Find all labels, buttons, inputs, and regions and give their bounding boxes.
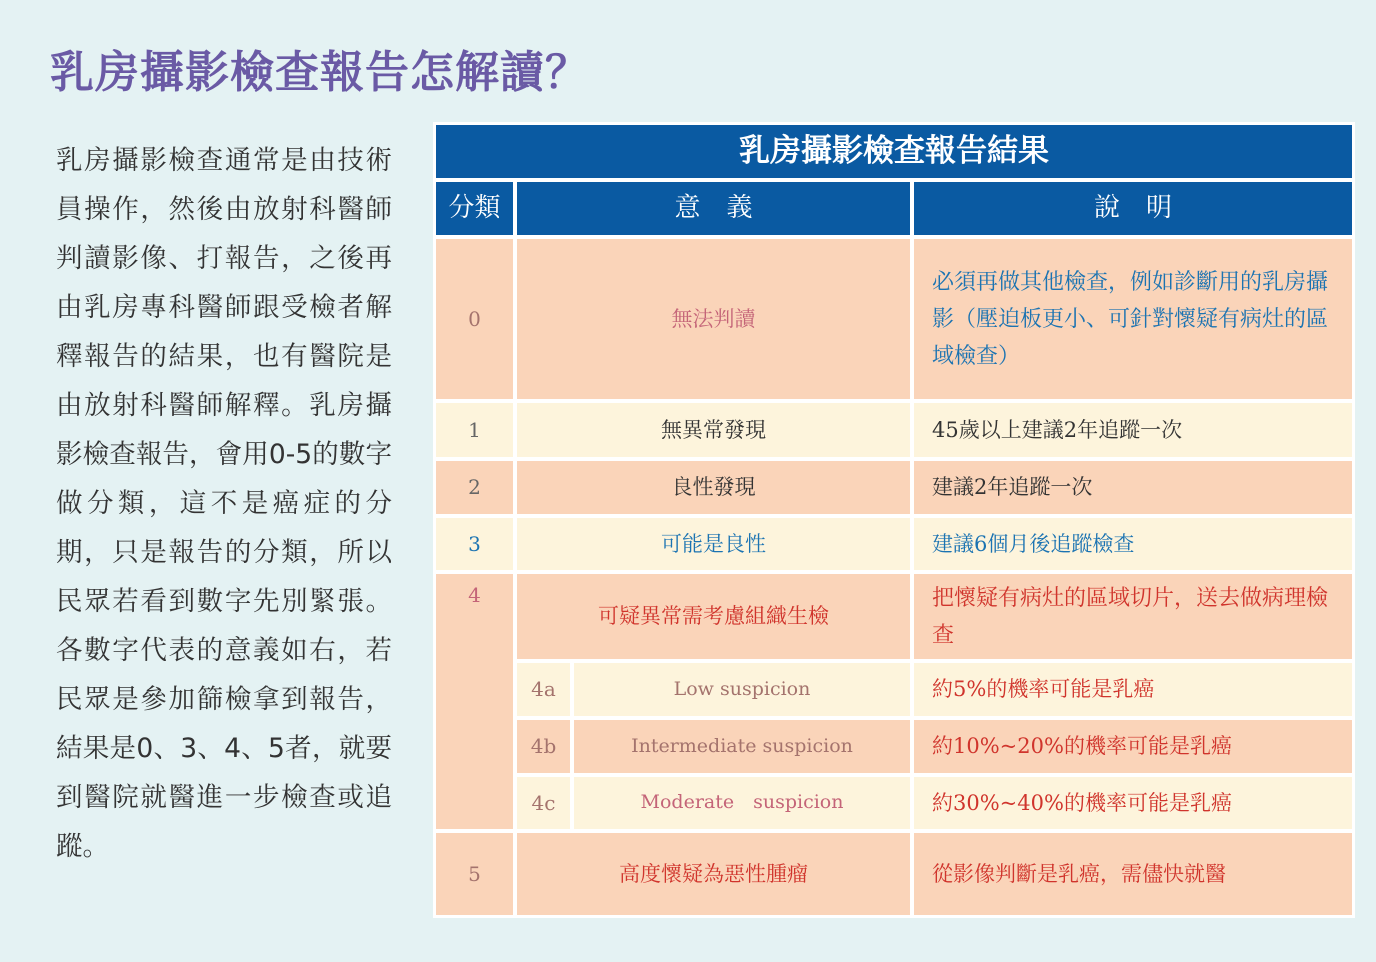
row-1-explanation: 45歲以上建議2年追蹤一次 [914,403,1352,457]
subrow-4b-explanation: 約10%~20%的機率可能是乳癌 [914,720,1352,773]
row-0-meaning: 無法判讀 [517,239,910,399]
subrow-4b-meaning: Intermediate suspicion [574,720,910,773]
subrow-4a-meaning: Low suspicion [574,663,910,716]
intro-paragraph: 乳房攝影檢查通常是由技術員操作，然後由放射科醫師判讀影像、打報告，之後再由乳房專科醫師跟受檢者解釋報告的結果，也有醫院是由放射科醫師解釋。乳房攝影檢查報告，會用0-5的數字做分類，這不是癌症的分期，只是報告的分類，所以民眾若看到數字先別緊張。各數字代表的意義如右，若民眾是參加篩檢拿到報告，結果是0、3、4、5者，就要到醫院就醫進一步檢查或追蹤。 [56,145,392,862]
row-4-explanation: 把懷疑有病灶的區域切片，送去做病理檢查 [914,574,1352,659]
row-2-category: 2 [436,461,513,514]
header-explanation: 說 明 [914,182,1352,235]
row-3-category: 3 [436,518,513,570]
header-meaning: 意 義 [517,182,910,235]
table-caption: 乳房攝影檢查報告結果 [436,125,1352,178]
row-5-meaning: 高度懷疑為惡性腫瘤 [517,833,910,915]
row-0-explanation: 必須再做其他檢查，例如診斷用的乳房攝影（壓迫板更小、可針對懷疑有病灶的區域檢查） [914,239,1352,399]
row-3-meaning: 可能是良性 [517,518,910,570]
report-results-table [433,122,1355,918]
row-0-category: 0 [436,239,513,399]
row-5-explanation: 從影像判斷是乳癌，需儘快就醫 [914,833,1352,915]
row-3-explanation: 建議6個月後追蹤檢查 [914,518,1352,570]
subrow-4c-meaning: Moderate suspicion [574,777,910,829]
row-1-meaning: 無異常發現 [517,403,910,457]
row-2-explanation: 建議2年追蹤一次 [914,461,1352,514]
subrow-4a-label: 4a [517,663,570,716]
page-title: 乳房攝影檢查報告怎解讀？ [50,47,590,98]
row-4-category: 4 [436,574,513,829]
row-5-category: 5 [436,833,513,915]
subrow-4c-explanation: 約30%~40%的機率可能是乳癌 [914,777,1352,829]
subrow-4b-label: 4b [517,720,570,773]
row-1-category: 1 [436,403,513,457]
subrow-4c-label: 4c [517,777,570,829]
header-category: 分類 [436,182,513,235]
subrow-4a-explanation: 約5%的機率可能是乳癌 [914,663,1352,716]
row-4-meaning: 可疑異常需考慮組織生檢 [517,574,910,659]
row-2-meaning: 良性發現 [517,461,910,514]
